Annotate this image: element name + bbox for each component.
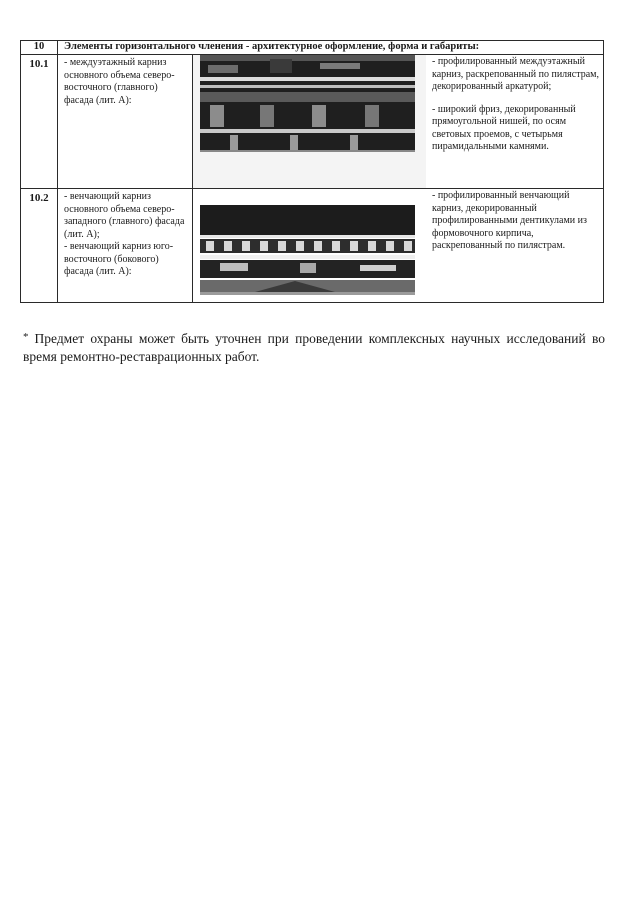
- result-paragraph: - широкий фриз, декорированный прямоугольной нишей, по осям световых проемов, с четырьмя пирамидальными камнями.: [432, 103, 576, 152]
- row-result: [426, 189, 604, 303]
- row-number: 10.1: [21, 55, 58, 189]
- cornice-photo: [193, 189, 426, 302]
- row-description: [58, 189, 193, 303]
- section-title: Элементы горизонтального членения - архитектурное оформление, форма и габариты:: [58, 41, 604, 55]
- result-paragraph: - профилированный венчающий карниз, декорированный профилированными дентикулами из формовочного кирпича, раскрепованный по пилястрам.: [432, 190, 587, 251]
- description-paragraph: - венчающий карниз юго-восточного (бокового) фасада (лит. А):: [64, 241, 174, 277]
- description-paragraph: - междуэтажный карниз основного объема северо-восточного (главного) фасада (лит. А):: [64, 57, 175, 106]
- footnote-text: Предмет охраны может быть уточнен при проведении комплексных научных исследований во время ремонтно-реставрационных работ.: [23, 331, 605, 364]
- row-result: [426, 55, 604, 189]
- table-row: [21, 189, 604, 303]
- table-row: [21, 55, 604, 189]
- section-header-row: [21, 41, 604, 55]
- result-paragraph: - профилированный междуэтажный карниз, раскрепованный по пилястрам, декорированный аркатурой;: [432, 56, 599, 92]
- row-photo-cell: [193, 189, 426, 303]
- description-paragraph: - венчающий карниз основного объема северо-западного (главного) фасада (лит. А);: [64, 191, 185, 240]
- section-number: 10: [21, 41, 58, 55]
- protection-subject-table: [20, 40, 604, 303]
- footnote-mark: *: [23, 331, 29, 343]
- footnote: [23, 328, 605, 366]
- row-photo-cell: [193, 55, 426, 189]
- row-number: 10.2: [21, 189, 58, 303]
- row-description: [58, 55, 193, 189]
- cornice-photo: [193, 55, 426, 188]
